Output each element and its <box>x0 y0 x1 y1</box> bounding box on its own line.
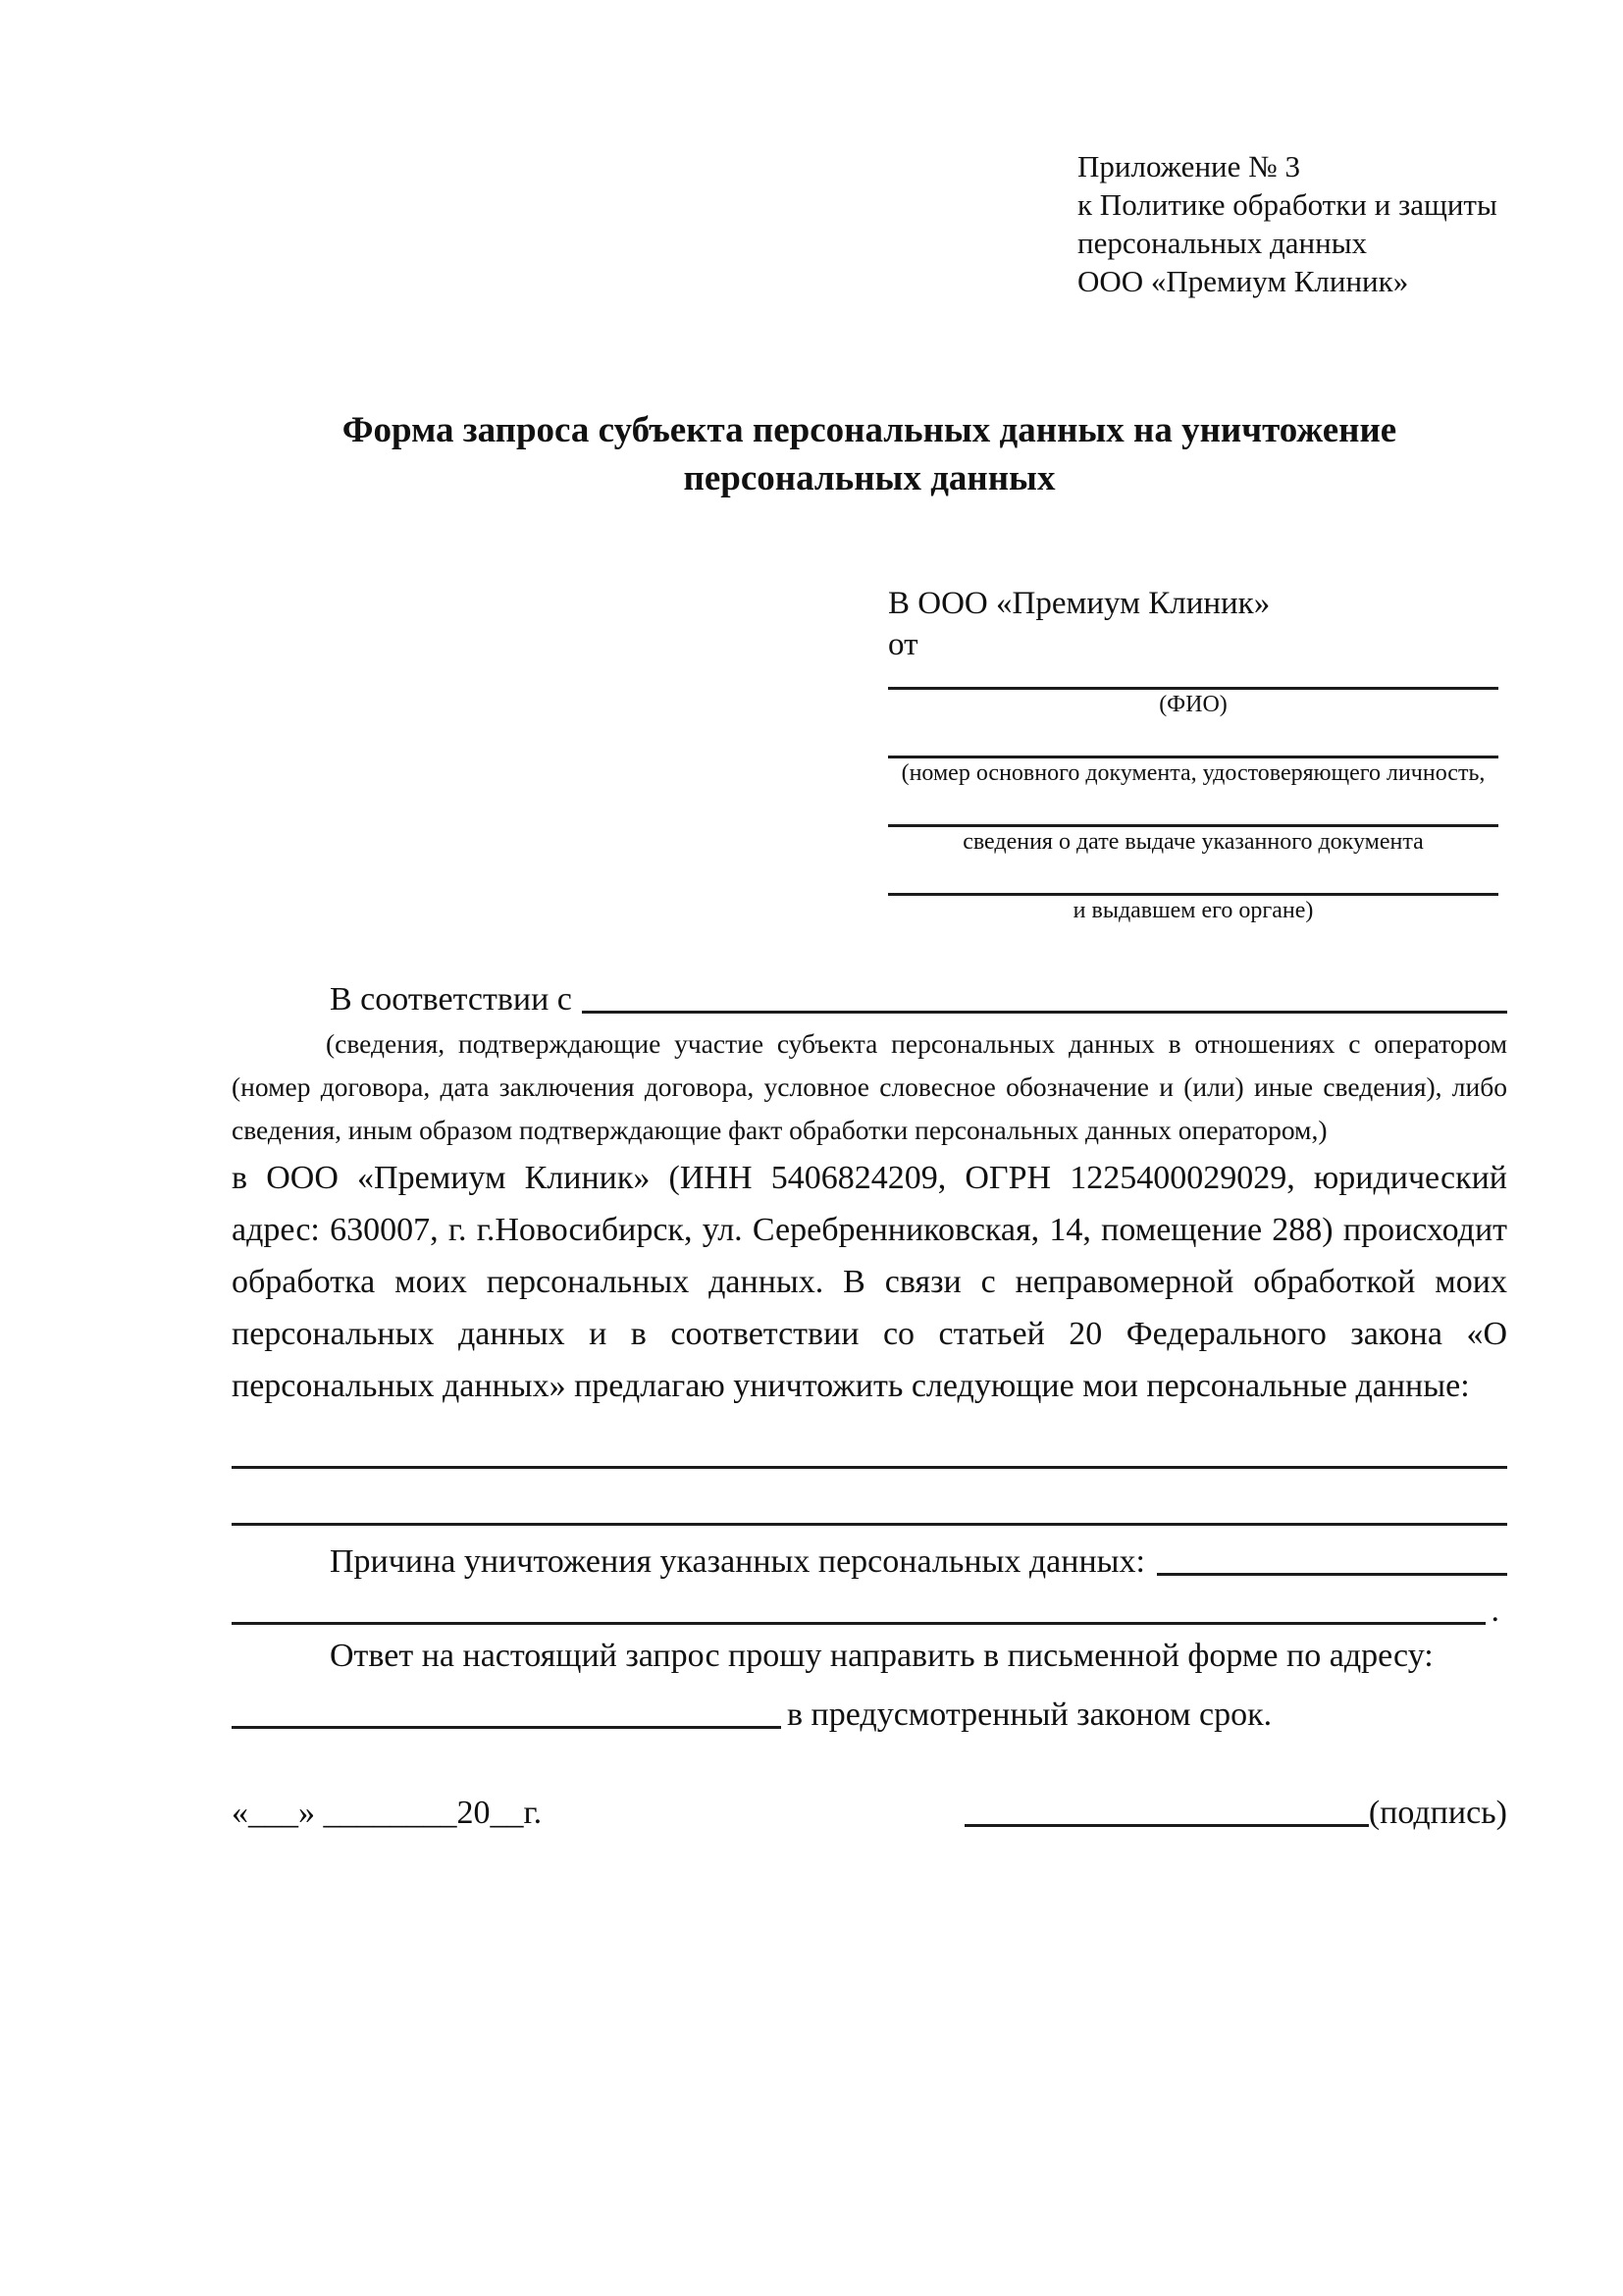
doc-number-blank-line <box>888 720 1498 758</box>
signature-group <box>965 1795 1507 1832</box>
reason-line-period: . <box>1491 1592 1499 1629</box>
signature-caption: (подпись) <box>1368 1795 1507 1831</box>
deadline-text: в предусмотренный законом срок. <box>787 1696 1273 1733</box>
reason-blank-line <box>1157 1573 1507 1576</box>
reason-label: Причина уничтожения указанных персональных данных: <box>330 1543 1145 1580</box>
appendix-note-line4: ООО «Премиум Клиник» <box>1077 264 1409 298</box>
appendix-note-line3: персональных данных <box>1077 226 1368 260</box>
reason-continuation-row <box>232 1581 1507 1630</box>
fio-blank-line <box>888 665 1498 690</box>
explanatory-note: (сведения, подтверждающие участие субъекта персональных данных в отношениях с оператором (номер договора, дата заключения договора, условное словесное обозначение и (или) иные сведения), либо сведения, иным образом подтверждающие факт обработки персональных данных оператором,) <box>232 1028 1507 1145</box>
date-blank: «___» ________20__г. <box>232 1795 543 1831</box>
according-row <box>232 967 1507 1018</box>
data-blank-line-1 <box>232 1412 1507 1469</box>
addressee-from-label: от <box>888 627 918 662</box>
answer-sentence: Ответ на настоящий запрос прошу направить в письменной форме по адресу: <box>330 1638 1434 1674</box>
according-label: В соответствии с <box>330 981 572 1018</box>
date-signature-row <box>232 1795 1507 1832</box>
fio-caption: (ФИО) <box>1159 692 1228 717</box>
doc-issuer-caption: и выдавшем его органе) <box>1073 898 1314 923</box>
reason-blank-line-2 <box>232 1622 1486 1625</box>
reason-row <box>232 1526 1507 1581</box>
document-title-line2: персональных данных <box>683 458 1056 498</box>
appendix-note-line1: Приложение № 3 <box>1077 149 1300 183</box>
deadline-row <box>232 1682 1507 1734</box>
appendix-note <box>1077 0 1507 300</box>
addressee-block <box>888 583 1498 926</box>
address-blank-line <box>232 1726 781 1729</box>
according-blank-line <box>582 1011 1507 1014</box>
doc-date-blank-line <box>888 789 1498 827</box>
addressee-to: В ООО «Премиум Клиник» <box>888 586 1271 621</box>
data-blank-line-2 <box>232 1469 1507 1526</box>
document-title-line1: Форма запроса субъекта персональных данных на уничтожение <box>341 410 1397 450</box>
doc-number-caption: (номер основного документа, удостоверяющего личность, <box>901 760 1486 786</box>
doc-issuer-blank-line <box>888 858 1498 896</box>
document-title <box>232 406 1507 502</box>
signature-blank-line <box>965 1824 1369 1827</box>
appendix-note-line2: к Политике обработки и защиты <box>1077 187 1497 222</box>
main-paragraph: в ООО «Премиум Клиник» (ИНН 5406824209, ОГРН 1225400029029, юридический адрес: 630007, г. г.Новосибирск, ул. Серебренниковская, 14, помещение 288) происходит обработка моих персональных данных. В связи с неправомерной обработкой моих персональных данных и в соответствии со статьей 20 Федерального закона «О персональных данных» предлагаю уничтожить следующие мои персональные данные: <box>232 1160 1507 1404</box>
doc-date-caption: сведения о дате выдаче указанного документа <box>963 829 1424 855</box>
